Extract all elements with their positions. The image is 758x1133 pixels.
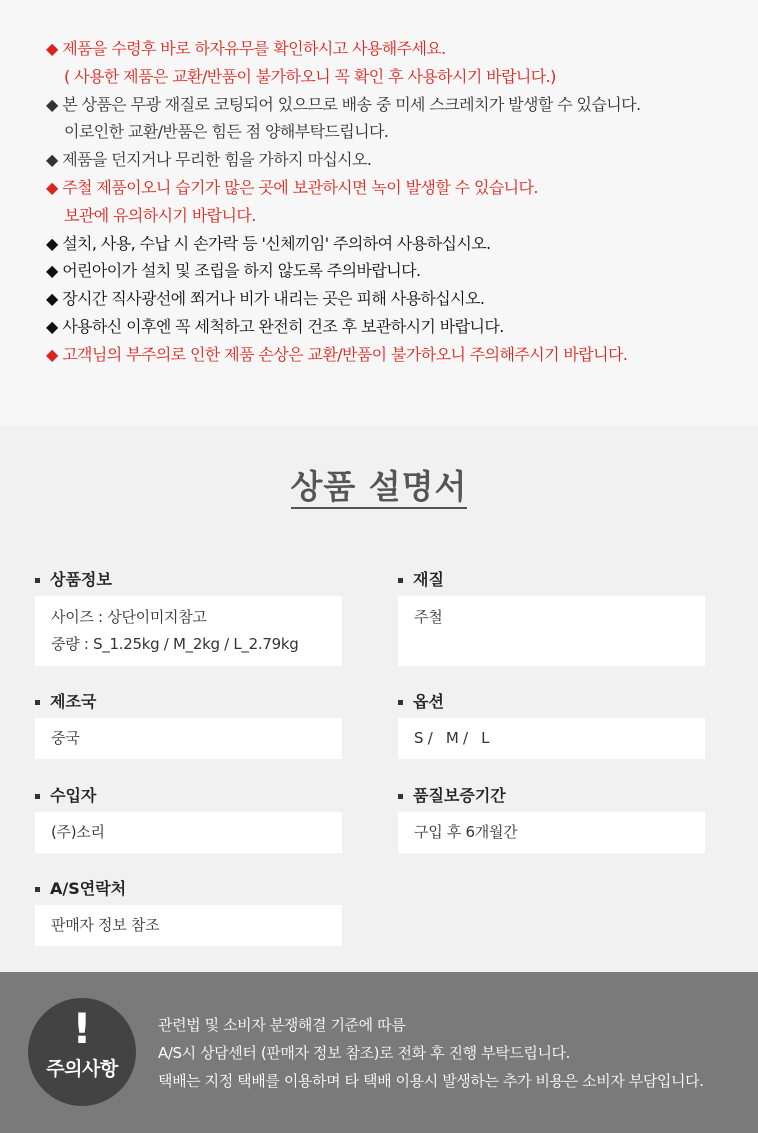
field-label: 수입자 <box>35 786 342 806</box>
caution-line: ◆ 제품을 던지거나 무리한 힘을 가하지 마십시오. <box>46 150 372 170</box>
field-label: 제조국 <box>35 692 342 712</box>
caution-line: ◆ 본 상품은 무광 재질로 코팅되어 있으므로 배송 중 미세 스크레치가 발생할 수 있습니다. <box>46 94 641 114</box>
caution-line: ◆ 어린아이가 설치 및 조립을 하지 않도록 주의바랍니다. <box>46 261 421 281</box>
field-value: 주철 <box>414 608 443 626</box>
field-option <box>398 692 705 747</box>
field-material <box>398 570 705 626</box>
field-label: 상품정보 <box>35 570 342 590</box>
field-value: 중국 <box>51 729 80 747</box>
caution-line: ◆ 사용하신 이후엔 꼭 세척하고 완전히 건조 후 보관하시기 바랍니다. <box>46 316 504 336</box>
field-value: (주)소리 <box>51 823 105 841</box>
field-value-box <box>35 596 342 666</box>
field-value-box <box>398 812 705 853</box>
field-value-box <box>35 718 342 759</box>
caution-line: ◆ 주철 제품이오니 습기가 많은 곳에 보관하시면 녹이 발생할 수 있습니다. <box>46 177 538 197</box>
notice-line: 택배는 지정 택배를 이용하며 타 택배 이용시 발생하는 추가 비용은 소비자 부담입니다. <box>158 1072 704 1090</box>
field-value: 구입 후 6개월간 <box>414 823 518 841</box>
field-value: 판매자 정보 참조 <box>51 916 160 934</box>
caution-list <box>46 35 746 369</box>
field-value: 중량 : S_1.25kg / M_2kg / L_2.79kg <box>51 635 299 653</box>
caution-line: ◆ 장시간 직사광선에 쬐거나 비가 내리는 곳은 피해 사용하십시오. <box>46 289 485 309</box>
field-value-box <box>398 718 705 759</box>
field-value: S / M / L <box>414 729 490 747</box>
field-product-info <box>35 570 342 653</box>
notice-section <box>0 972 758 1133</box>
field-value-box <box>35 905 342 946</box>
field-origin <box>35 692 342 747</box>
notice-text <box>158 1011 748 1095</box>
description-section <box>0 425 758 972</box>
caution-line: ( 사용한 제품은 교환/반품이 불가하오니 꼭 확인 후 사용하시기 바랍니다.) <box>64 66 556 86</box>
field-importer <box>35 786 342 841</box>
field-value-box <box>398 596 705 666</box>
field-label: 품질보증기간 <box>398 786 705 806</box>
caution-section <box>0 0 758 425</box>
field-value: 사이즈 : 상단이미지참고 <box>51 608 207 626</box>
field-as-contact <box>35 879 342 934</box>
notice-label: 주의사항 <box>46 1058 118 1080</box>
notice-line: A/S시 상담센터 (판매자 정보 참조)로 전화 후 진행 부탁드립니다. <box>158 1044 571 1062</box>
notice-line: 관련법 및 소비자 분쟁해결 기준에 따름 <box>158 1016 406 1034</box>
notice-badge <box>28 998 136 1106</box>
exclamation-icon: ! <box>72 1004 92 1053</box>
caution-line: 보관에 유의하시기 바랍니다. <box>64 205 256 225</box>
field-label: 재질 <box>398 570 705 590</box>
field-label: A/S연락처 <box>35 879 342 899</box>
caution-line: ◆ 제품을 수령후 바로 하자유무를 확인하시고 사용해주세요. <box>46 39 446 58</box>
description-title-text: 상품 설명서 <box>291 467 468 509</box>
caution-line: ◆ 설치, 사용, 수납 시 손가락 등 '신체끼임' 주의하여 사용하십시오. <box>46 233 491 253</box>
field-warranty <box>398 786 705 841</box>
field-value-box <box>35 812 342 853</box>
caution-line: ◆ 고객님의 부주의로 인한 제품 손상은 교환/반품이 불가하오니 주의해주시기 바랍니다. <box>46 344 628 364</box>
caution-line: 이로인한 교환/반품은 힘든 점 양해부탁드립니다. <box>64 122 389 142</box>
description-title <box>0 461 758 508</box>
field-label: 옵션 <box>398 692 705 712</box>
